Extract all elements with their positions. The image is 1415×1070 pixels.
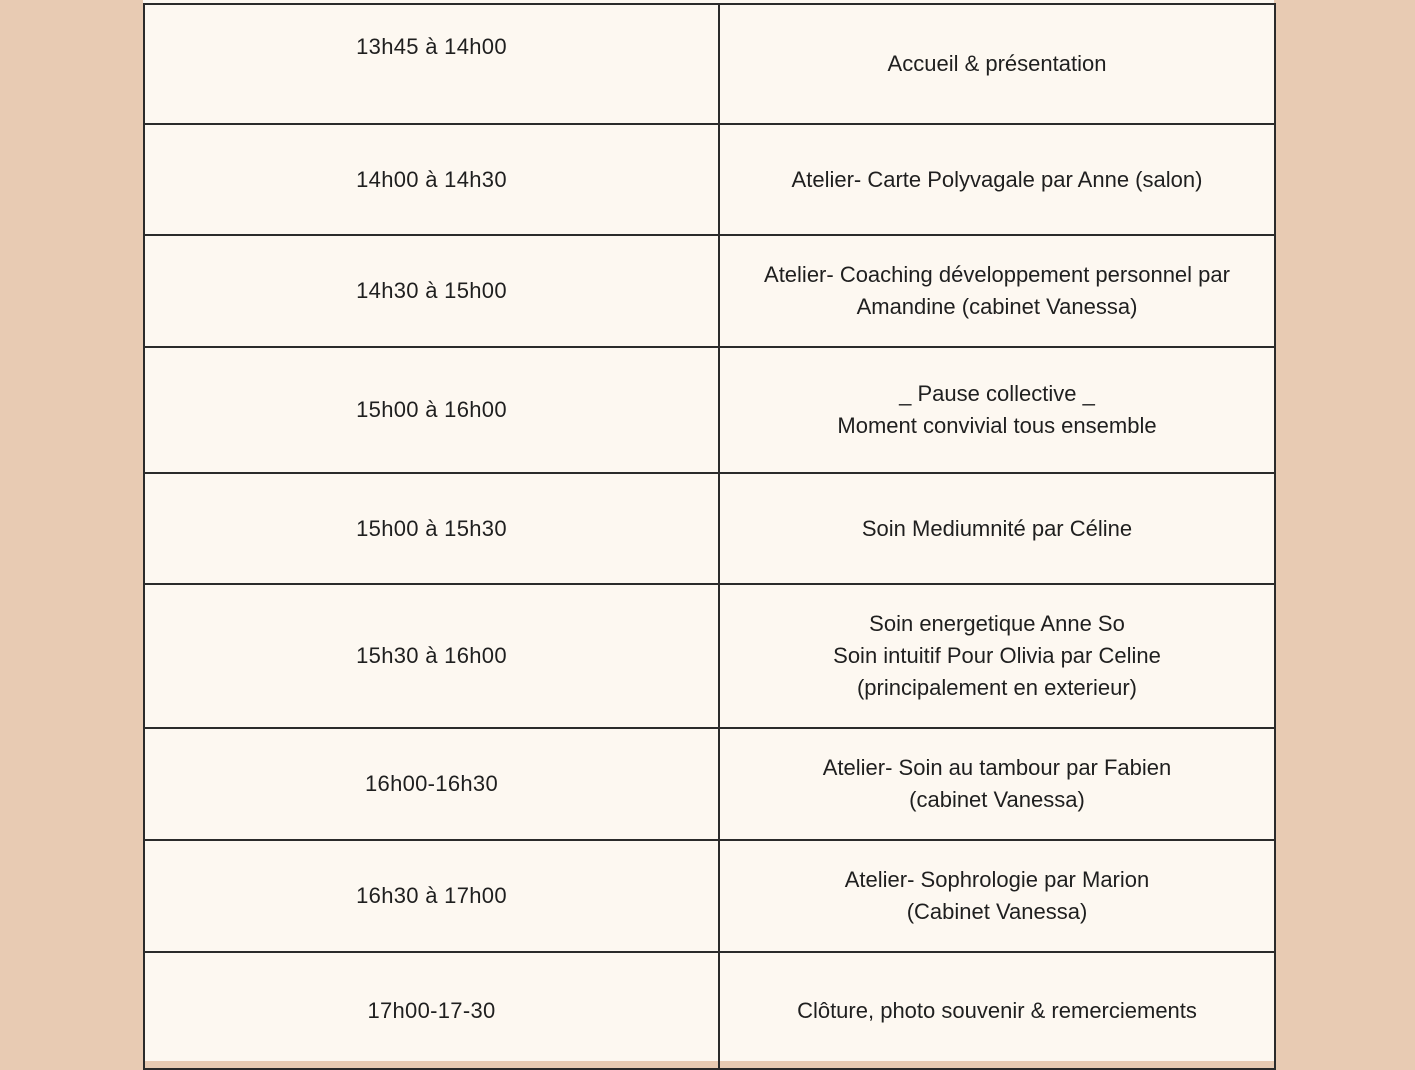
activity-line: Amandine (cabinet Vanessa) (856, 294, 1138, 319)
activity-line: Atelier- Soin au tambour par Fabien (822, 755, 1172, 780)
schedule-row (144, 473, 1275, 584)
time-cell: 16h00-16h30 (144, 728, 719, 840)
activity-line: Moment convivial tous ensemble (837, 413, 1157, 438)
schedule-row (144, 124, 1275, 235)
activity-line: Atelier- Carte Polyvagale par Anne (salon) (791, 166, 1203, 192)
schedule-row (144, 728, 1275, 840)
activity-cell (719, 124, 1275, 235)
activity-line: _ Pause collective _ (899, 381, 1095, 406)
activity-cell (719, 4, 1275, 124)
activity-line: (principalement en exterieur) (856, 675, 1138, 700)
time-cell: 13h45 à 14h00 (144, 4, 719, 124)
activity-cell (719, 347, 1275, 473)
activity-line: (cabinet Vanessa) (909, 787, 1085, 812)
time-cell: 15h00 à 15h30 (144, 473, 719, 584)
schedule-row (144, 584, 1275, 728)
schedule-row (144, 347, 1275, 473)
time-cell: 16h30 à 17h00 (144, 840, 719, 952)
schedule-row (144, 4, 1275, 124)
activity-line: Accueil & présentation (887, 51, 1107, 76)
schedule-row (144, 235, 1275, 347)
activity-line: Soin energetique Anne So (869, 611, 1125, 636)
activity-cell (719, 952, 1275, 1069)
activity-cell (719, 728, 1275, 840)
activity-line: Atelier- Coaching développement personnel par (764, 262, 1230, 287)
activity-cell (719, 473, 1275, 584)
schedule-table (143, 3, 1276, 1070)
activity-line: Soin intuitif Pour Olivia par Celine (833, 643, 1161, 668)
activity-line: Clôture, photo souvenir & remerciements (797, 997, 1197, 1023)
time-cell: 17h00-17-30 (144, 952, 719, 1069)
schedule-row (144, 840, 1275, 952)
activity-line: (Cabinet Vanessa) (906, 899, 1088, 924)
activity-line: Soin Mediumnité par Céline (861, 515, 1133, 541)
time-cell: 15h00 à 16h00 (144, 347, 719, 473)
schedule-row (144, 952, 1275, 1069)
time-cell: 15h30 à 16h00 (144, 584, 719, 728)
time-cell: 14h00 à 14h30 (144, 124, 719, 235)
activity-line: Atelier- Sophrologie par Marion (844, 867, 1150, 892)
time-cell: 14h30 à 15h00 (144, 235, 719, 347)
activity-cell (719, 840, 1275, 952)
activity-cell (719, 235, 1275, 347)
activity-cell (719, 584, 1275, 728)
